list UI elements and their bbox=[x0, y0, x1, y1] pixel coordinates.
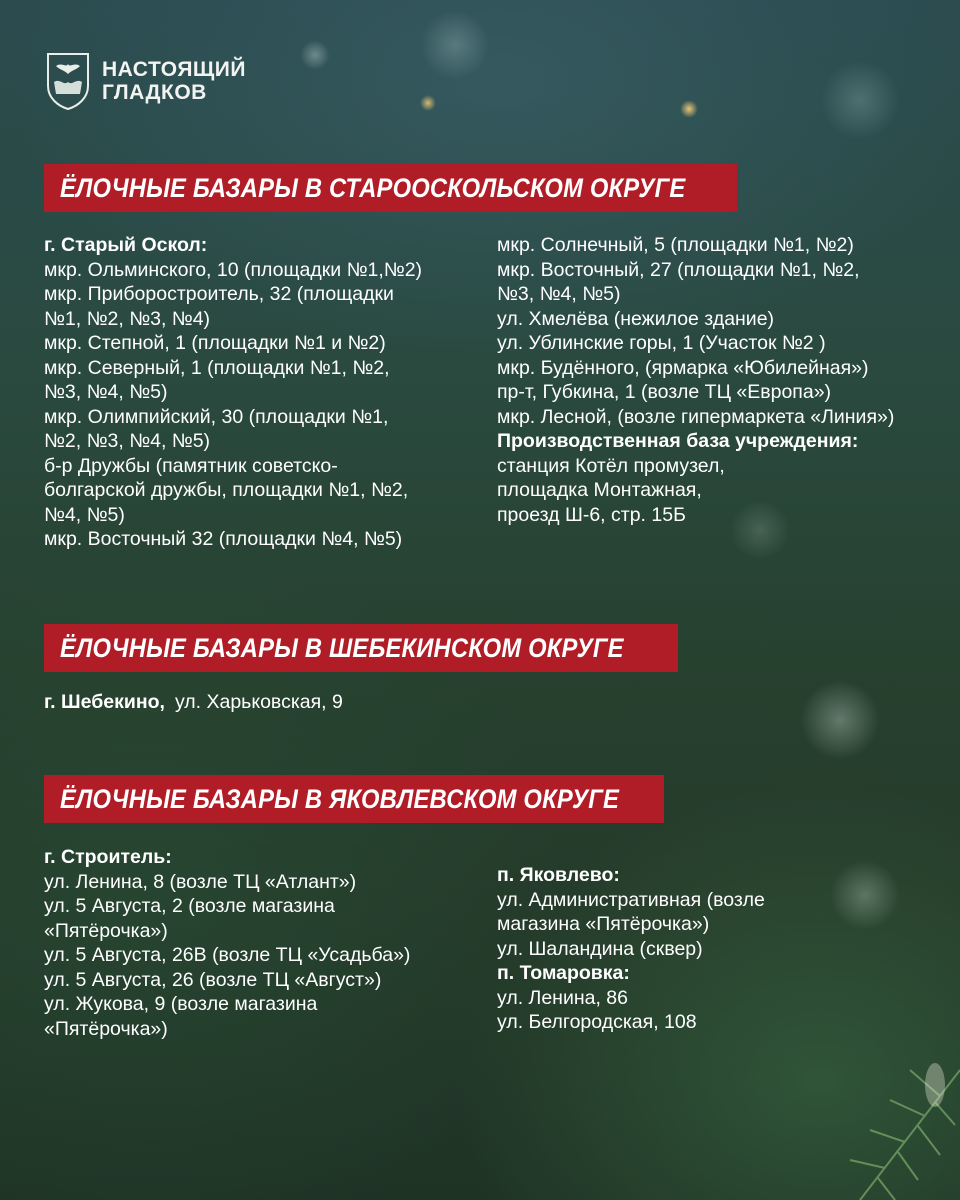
section-title: ЁЛОЧНЫЕ БАЗАРЫ В ШЕБЕКИНСКОМ ОКРУГЕ bbox=[60, 632, 624, 663]
location-heading: г. Старый Оскол: bbox=[44, 234, 208, 256]
address-line: №4, №5) bbox=[44, 503, 125, 526]
address-line: мкр. Будённого, (ярмарка «Юбилейная») bbox=[497, 356, 869, 379]
bokeh-light bbox=[820, 60, 900, 140]
address-line: ул. Административная (возле bbox=[497, 888, 765, 911]
yakovlevo-right-column bbox=[497, 863, 765, 1035]
address-line: «Пятёрочка») bbox=[44, 1017, 168, 1040]
address-text: ул. Харьковская, 9 bbox=[174, 691, 343, 713]
section-banner-stary-oskol bbox=[44, 164, 737, 212]
address-line: мкр. Олимпийский, 30 (площадки №1, bbox=[44, 405, 389, 428]
address-line: ул. Хмелёва (нежилое здание) bbox=[497, 307, 775, 330]
shebekino-address bbox=[44, 690, 343, 714]
address-line: станция Котёл промузел, bbox=[497, 454, 725, 477]
section-banner-shebekino bbox=[44, 624, 678, 672]
address-line: ул. Ублинские горы, 1 (Участок №2 ) bbox=[497, 332, 826, 354]
brand-name bbox=[102, 58, 246, 104]
address-line: мкр. Восточный, 27 (площадки №1, №2, bbox=[497, 258, 860, 281]
coat-of-arms-icon bbox=[46, 52, 90, 110]
bokeh-light bbox=[420, 10, 490, 80]
address-line: ул. 5 Августа, 2 (возле магазина bbox=[44, 895, 335, 917]
address-line: мкр. Степной, 1 (площадки №1 и №2) bbox=[44, 332, 386, 354]
section-banner-yakovlevo bbox=[44, 775, 664, 823]
section-title: ЁЛОЧНЫЕ БАЗАРЫ В СТАРООСКОЛЬСКОМ ОКРУГЕ bbox=[60, 172, 686, 203]
address-line: магазина «Пятёрочка») bbox=[497, 913, 710, 935]
address-line: площадка Монтажная, bbox=[497, 479, 702, 501]
yakovlevo-left-column bbox=[44, 845, 410, 1041]
address-line: мкр. Северный, 1 (площадки №1, №2, bbox=[44, 356, 390, 379]
brand-line-1: НАСТОЯЩИЙ bbox=[102, 58, 246, 81]
location-heading: п. Яковлево: bbox=[497, 864, 620, 886]
address-line: мкр. Приборостроитель, 32 (площадки bbox=[44, 283, 394, 305]
address-line: проезд Ш-6, стр. 15Б bbox=[497, 503, 686, 526]
address-line: ул. Ленина, 86 bbox=[497, 986, 628, 1009]
address-line: болгарской дружбы, площадки №1, №2, bbox=[44, 479, 409, 501]
bokeh-light bbox=[680, 100, 698, 118]
city-name: г. Шебекино, bbox=[44, 691, 165, 713]
address-line: б-р Дружбы (памятник советско- bbox=[44, 454, 338, 477]
stary-oskol-right-column bbox=[497, 233, 894, 527]
bokeh-light bbox=[830, 860, 900, 930]
address-line: ул. Белгородская, 108 bbox=[497, 1011, 697, 1033]
address-line: №3, №4, №5) bbox=[497, 283, 621, 305]
pine-branch-decoration bbox=[740, 1030, 960, 1200]
address-line: мкр. Восточный 32 (площадки №4, №5) bbox=[44, 528, 403, 550]
address-line: №3, №4, №5) bbox=[44, 381, 168, 403]
bokeh-light bbox=[300, 40, 330, 70]
location-heading: п. Томаровка: bbox=[497, 962, 630, 984]
address-line: ул. Шаландина (сквер) bbox=[497, 937, 703, 960]
address-line: мкр. Солнечный, 5 (площадки №1, №2) bbox=[497, 234, 854, 256]
address-line: ул. Жукова, 9 (возле магазина bbox=[44, 993, 318, 1015]
stary-oskol-left-column bbox=[44, 233, 422, 552]
bokeh-light bbox=[800, 680, 880, 760]
address-line: ул. 5 Августа, 26В (возле ТЦ «Усадьба») bbox=[44, 944, 411, 966]
address-line: №2, №3, №4, №5) bbox=[44, 430, 211, 452]
brand-line-2: ГЛАДКОВ bbox=[102, 81, 207, 104]
address-line: ул. Ленина, 8 (возле ТЦ «Атлант») bbox=[44, 870, 357, 893]
location-heading: г. Строитель: bbox=[44, 846, 172, 868]
address-line: пр-т, Губкина, 1 (возле ТЦ «Европа») bbox=[497, 381, 832, 403]
address-line: «Пятёрочка») bbox=[44, 919, 168, 942]
bokeh-light bbox=[420, 95, 436, 111]
address-line: мкр. Ольминского, 10 (площадки №1,№2) bbox=[44, 258, 423, 281]
location-heading: Производственная база учреждения: bbox=[497, 430, 859, 452]
address-line: №1, №2, №3, №4) bbox=[44, 307, 211, 330]
brand-logo bbox=[46, 52, 246, 110]
section-title: ЁЛОЧНЫЕ БАЗАРЫ В ЯКОВЛЕВСКОМ ОКРУГЕ bbox=[60, 783, 620, 814]
address-line: мкр. Лесной, (возле гипермаркета «Линия») bbox=[497, 405, 895, 428]
address-line: ул. 5 Августа, 26 (возле ТЦ «Август») bbox=[44, 968, 382, 991]
